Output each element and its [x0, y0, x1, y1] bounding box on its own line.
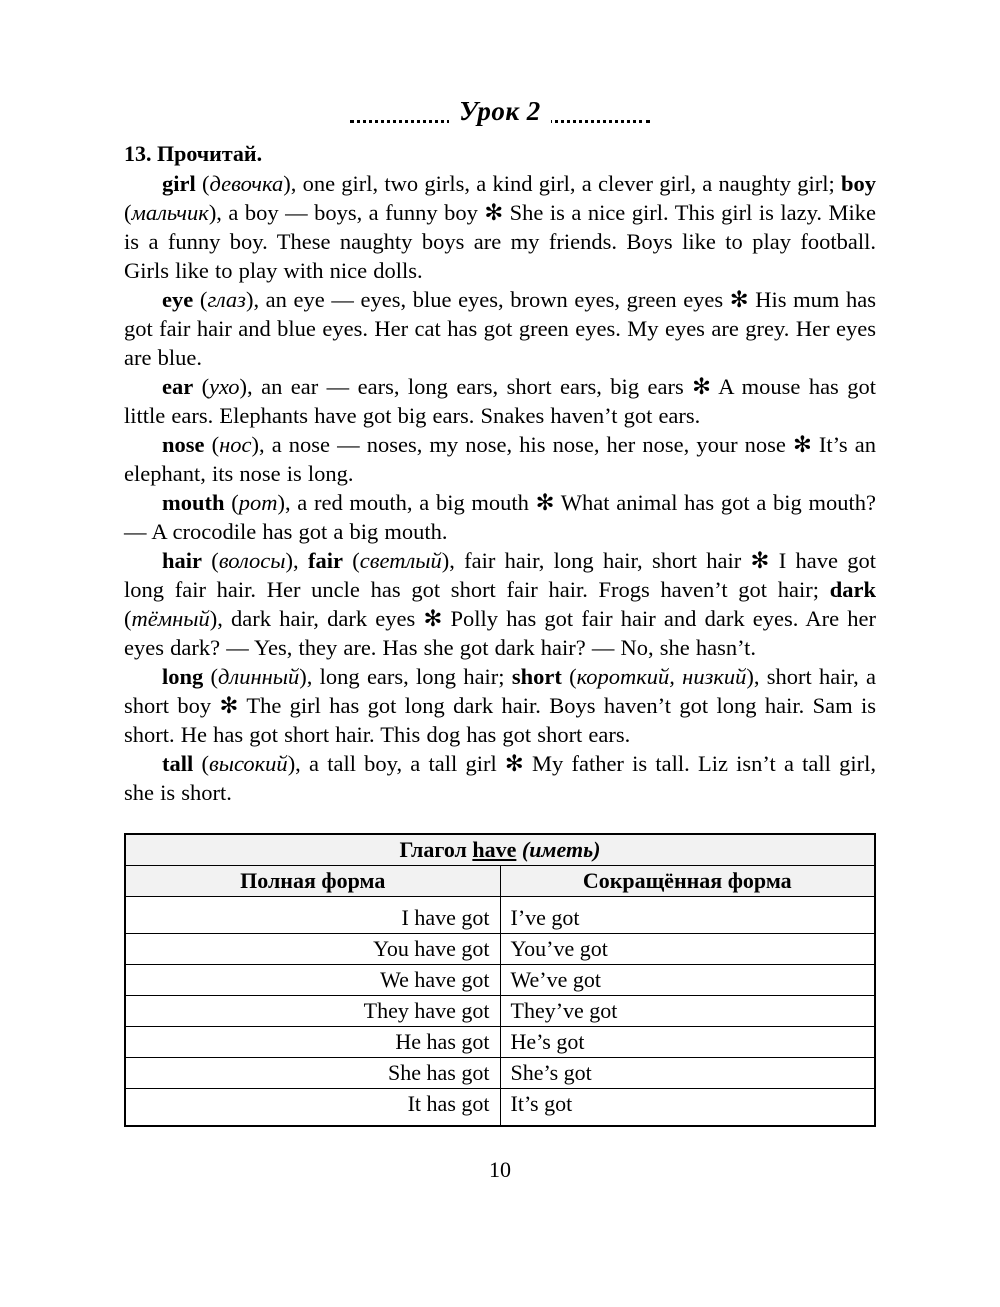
cell-full-form: We have got: [125, 965, 500, 996]
column-header-short-form: Сокращённая форма: [500, 866, 875, 897]
paragraph-girl: girl (девочка), one girl, two girls, a kind girl, a clever girl, a naughty girl; boy (мальчик), a boy — boys, a funny boy ✻ She is a nice girl. This girl is lazy. Mike is a funny boy. These naughty boys are my friends. Boys like to play football. Girls like to play with nice dolls.: [124, 171, 876, 284]
table-title: [125, 834, 875, 866]
paragraph-ear: ear (ухо), an ear — ears, long ears, short ears, big ears ✻ A mouse has got little ears. Elephants have got big ears. Snakes haven’t got ears.: [124, 374, 876, 429]
cell-full-form: I have got: [125, 897, 500, 934]
cell-short-form: You’ve got: [500, 934, 875, 965]
table-title-suffix: (иметь): [516, 837, 601, 863]
cell-short-form: We’ve got: [500, 965, 875, 996]
cell-short-form: He’s got: [500, 1027, 875, 1058]
cell-short-form: I’ve got: [500, 897, 875, 934]
cell-short-form: She’s got: [500, 1058, 875, 1089]
paragraph-mouth: mouth (рот), a red mouth, a big mouth ✻ What animal has got a big mouth? — A crocodile has got a big mouth.: [124, 490, 876, 545]
page-header: [0, 96, 1000, 127]
cell-full-form: You have got: [125, 934, 500, 965]
paragraph-tall: tall (высокий), a tall boy, a tall girl ✻ My father is tall. Liz isn’t a tall girl, she is short.: [124, 751, 876, 806]
table-row: [125, 965, 875, 996]
table-title-row: [125, 834, 875, 866]
paragraph-hair: hair (волосы), fair (светлый), fair hair, long hair, short hair ✻ I have got long fair hair. Her uncle has got short fair hair. Frogs haven’t got hair; dark (тёмный), dark hair, dark eyes ✻ Polly has got fair hair and dark eyes. Are her eyes dark? — Yes, they are. Has she got dark hair? — No, she hasn’t.: [124, 548, 876, 661]
cell-full-form: They have got: [125, 996, 500, 1027]
cell-full-form: He has got: [125, 1027, 500, 1058]
table-row: [125, 1027, 875, 1058]
table-header-row: [125, 866, 875, 897]
column-header-full-form: Полная форма: [125, 866, 500, 897]
paragraph-long: long (длинный), long ears, long hair; short (короткий, низкий), short hair, a short boy ✻ The girl has got long dark hair. Boys haven’t got long hair. Sam is short. He has got short hair. This dog has got short ears.: [124, 664, 876, 748]
table-title-verb: have: [472, 837, 517, 863]
exercise-body: [124, 169, 876, 807]
cell-short-form: It’s got: [500, 1089, 875, 1127]
table-row: [125, 1058, 875, 1089]
cell-full-form: She has got: [125, 1058, 500, 1089]
cell-full-form: It has got: [125, 1089, 500, 1127]
paragraph-eye: eye (глаз), an eye — eyes, blue eyes, brown eyes, green eyes ✻ His mum has got fair hair and blue eyes. Her cat has got green eyes. My eyes are grey. Her eyes are blue.: [124, 287, 876, 371]
page-content: [124, 141, 876, 1183]
verb-have-table: [124, 833, 876, 1127]
lesson-title: Урок 2: [449, 96, 551, 127]
table-row: [125, 1089, 875, 1127]
table-row: [125, 897, 875, 934]
cell-short-form: They’ve got: [500, 996, 875, 1027]
table-title-prefix: Глагол: [399, 837, 473, 863]
paragraph-nose: nose (нос), a nose — noses, my nose, his nose, her nose, your nose ✻ It’s an elephant, its nose is long.: [124, 432, 877, 487]
table-row: [125, 934, 875, 965]
page-number: 10: [489, 1157, 511, 1183]
table-row: [125, 996, 875, 1027]
table-body: [125, 897, 875, 1127]
exercise-heading: 13. Прочитай.: [124, 141, 263, 166]
